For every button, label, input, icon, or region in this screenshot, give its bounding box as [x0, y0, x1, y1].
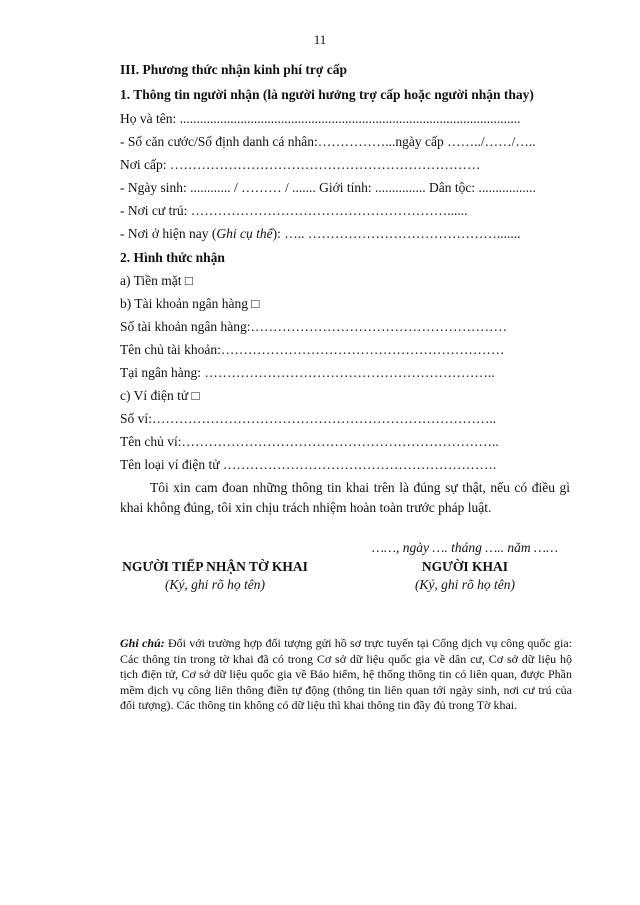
e-wallet-option: c) Ví điện tử □	[120, 388, 200, 403]
current-address-field: - Nơi ở hiện nay (Ghi cụ thể): ….. …………………………………….......	[120, 226, 521, 241]
cash-option: a) Tiền mặt □	[120, 273, 194, 288]
account-holder-field: Tên chủ tài khoản:………………………………………………………	[120, 342, 505, 357]
bank-account-option: b) Tài khoản ngân hàng □	[120, 296, 260, 311]
declarant-signature-hint: (Ký, ghi rõ họ tên)	[414, 577, 516, 592]
declaration-paragraph: Tôi xin cam đoan những thông tin khai trên là đúng sự thật, nếu có điều gì khai không đúng, tôi xin chịu trách nhiệm hoàn toàn trước pháp luật.	[120, 480, 570, 515]
bank-account-number-field: Số tài khoản ngân hàng:…………………………………………………	[120, 319, 507, 334]
page-number: 11	[313, 32, 327, 47]
declarant-signature-title: NGƯỜI KHAI	[421, 559, 509, 574]
section-title: III. Phương thức nhận kinh phí trợ cấp	[120, 62, 347, 77]
note-label: Ghi chú:	[120, 636, 165, 650]
recipient-info-heading: 1. Thông tin người nhận (là người hưởng trợ cấp hoặc người nhận thay)	[120, 87, 534, 102]
issue-place-field: Nơi cấp: ……………………………………………………………	[120, 157, 481, 172]
receiver-signature-title: NGƯỜI TIẾP NHẬN TỜ KHAI	[122, 559, 308, 574]
date-line: ……, ngày …. tháng ….. năm ……	[371, 540, 558, 555]
note-text: Đối với trường hợp đối tượng gửi hồ sơ trực tuyến tại Cổng dịch vụ công quốc gia: Các thông tin trong tờ khai đã có trong Cơ sở dữ liệu quốc gia về dân cư, Cơ sở dữ liệu hộ tịch điện tử, Cơ sở dữ liệu quốc gia về Bảo hiểm, hệ thống thông tin có liên quan, được Phần mềm dịch vụ công liên thông điền tự động (thông tin liên quan tới ngày sinh, nơi cư trú của đối tượng). Các thông tin không có dữ liệu thì khai thông tin đầy đủ trong Tờ khai.	[120, 636, 573, 712]
full-name-field: Họ và tên: .....................................................................................................	[120, 111, 521, 126]
wallet-type-field: Tên loại ví điện tử …………………………………………………….	[120, 457, 497, 472]
wallet-number-field: Số ví:…………………………………………………………………..	[120, 411, 497, 426]
wallet-holder-field: Tên chủ ví:……………………………………………………………..	[120, 434, 499, 449]
receipt-method-heading: 2. Hình thức nhận	[120, 250, 225, 265]
receiver-signature-hint: (Ký, ghi rõ họ tên)	[164, 577, 266, 592]
id-number-field: - Số căn cước/Số định danh cá nhân:……………...ngày cấp ……../……/…..	[120, 134, 536, 149]
birth-gender-ethnicity-field: - Ngày sinh: ............ / ……… / ....... Giới tính: ............... Dân tộc: .................	[120, 180, 536, 195]
bank-name-field: Tại ngân hàng: ………………………………………………………..	[120, 365, 495, 380]
residence-field: - Nơi cư trú: …………………………………………………......	[120, 203, 468, 218]
note-paragraph	[120, 636, 572, 714]
